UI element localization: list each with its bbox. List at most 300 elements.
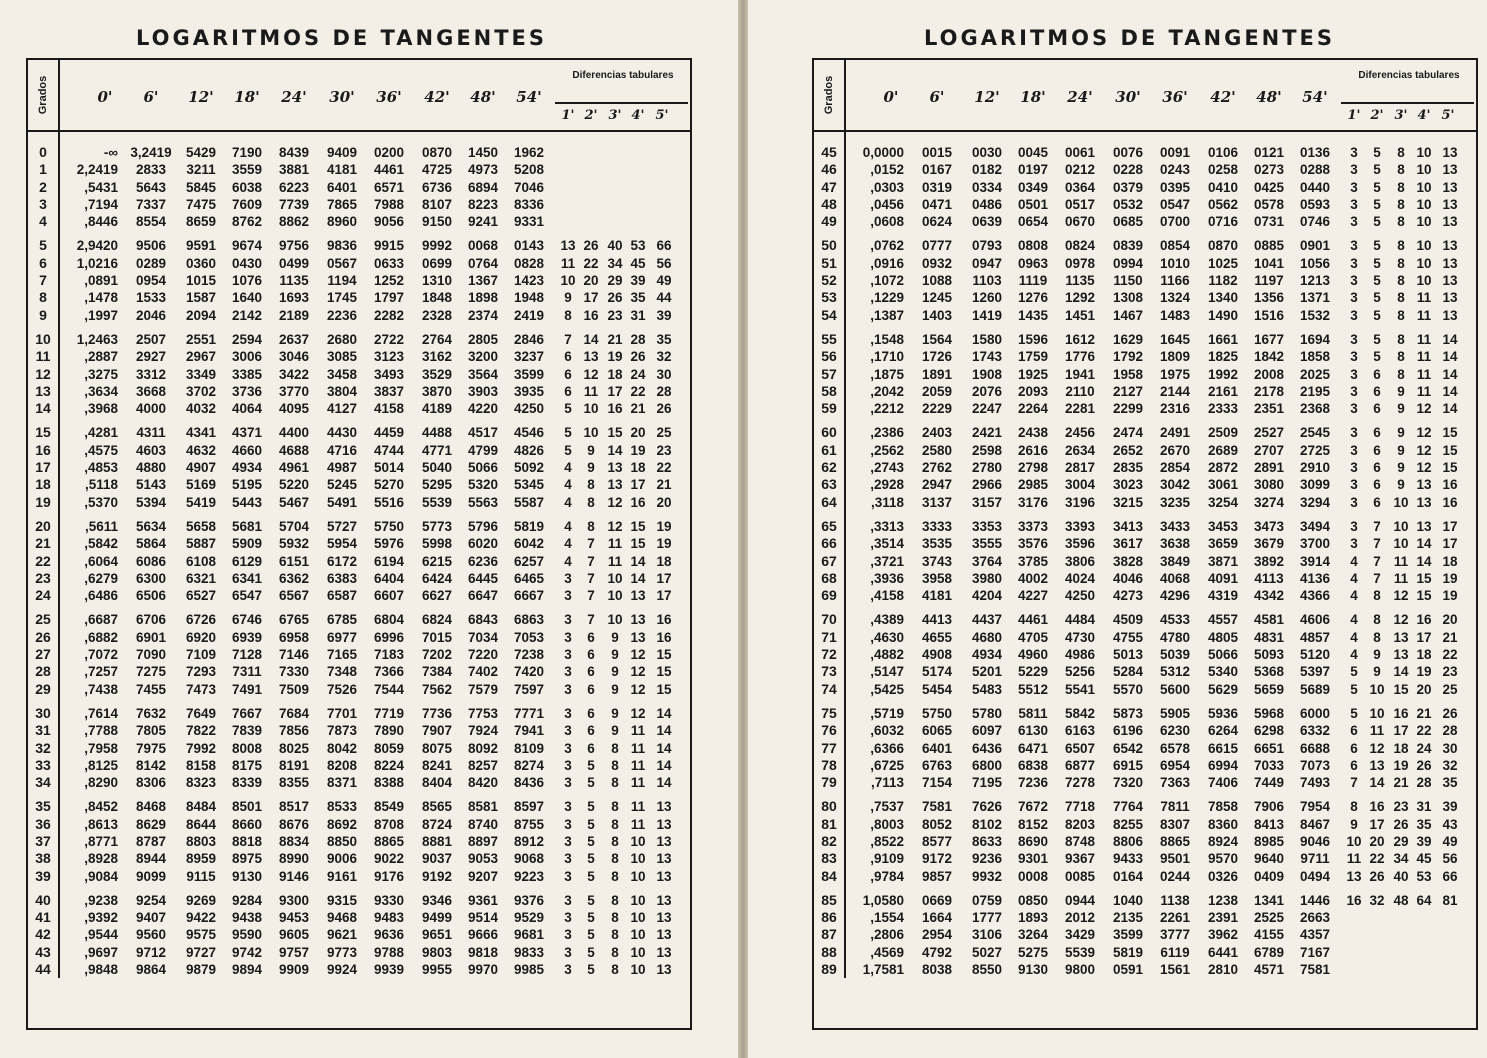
log-value-cell: 4934 [231, 460, 263, 476]
diff-value-cell: 26 [1416, 757, 1432, 773]
diff-value-cell: 12 [630, 681, 646, 697]
degree-cell: 63 [821, 476, 837, 493]
diff-value-cell: 44 [656, 290, 672, 306]
diff-value-cell: 20 [1442, 612, 1458, 628]
diff-value-cell: 9 [1397, 401, 1405, 417]
log-value-cell: 5780 [971, 705, 1003, 721]
table-row [814, 196, 1476, 213]
log-value-cell: 4987 [326, 460, 358, 476]
diff-value-cell: 7 [587, 570, 595, 586]
log-value-cell: 1371 [1299, 290, 1331, 306]
table-row [28, 196, 690, 213]
diff-value-cell: 6 [1350, 723, 1358, 739]
log-value-cell: 5320 [467, 477, 499, 493]
diff-value-cell: 3 [564, 723, 572, 739]
diff-value-cell: 14 [656, 723, 672, 739]
diff-value-cell: 20 [630, 425, 646, 441]
diff-value-cell: 5 [1373, 179, 1381, 195]
log-base-cell: ,5425 [870, 681, 904, 697]
log-value-cell: 1842 [1253, 349, 1285, 365]
table-row [28, 944, 690, 961]
diff-value-cell: 6 [587, 740, 595, 756]
diff-value-cell: 9 [587, 460, 595, 476]
diff-value-cell: 18 [630, 460, 646, 476]
log-value-cell: 1891 [921, 366, 953, 382]
log-value-cell: 1041 [1253, 255, 1285, 271]
diff-header: 5' [1441, 108, 1455, 123]
diff-value-cell: 32 [1442, 757, 1458, 773]
diff-value-cell: 8 [611, 927, 619, 943]
log-value-cell: 2872 [1207, 460, 1239, 476]
diff-value-cell: 13 [1442, 238, 1458, 254]
log-value-cell: 5750 [921, 705, 953, 721]
diff-value-cell: 5 [1350, 705, 1358, 721]
log-value-cell: 5905 [1159, 705, 1191, 721]
degree-cell: 10 [35, 330, 51, 347]
log-value-cell: 4430 [326, 425, 358, 441]
log-value-cell: 1310 [421, 273, 453, 289]
log-value-cell: 4155 [1253, 927, 1285, 943]
diff-value-cell: 5 [1373, 214, 1381, 230]
log-value-cell: 1792 [1112, 349, 1144, 365]
log-value-cell: 8158 [185, 757, 217, 773]
diff-value-cell: 21 [1416, 705, 1432, 721]
diff-value-cell: 22 [630, 383, 646, 399]
log-value-cell: 5092 [513, 460, 545, 476]
log-value-cell: 9207 [467, 868, 499, 884]
grados-label: Grados [37, 75, 49, 115]
diff-value-cell: 5 [587, 892, 595, 908]
diff-value-cell: 66 [656, 238, 672, 254]
diff-value-cell: 7 [1373, 518, 1381, 534]
log-value-cell: 7033 [1253, 757, 1285, 773]
diff-value-cell: 35 [1416, 816, 1432, 832]
log-value-cell: 8581 [467, 799, 499, 815]
diff-value-cell: 5 [564, 425, 572, 441]
log-value-cell: 4606 [1299, 612, 1331, 628]
degree-cell: 37 [35, 832, 51, 849]
diff-value-cell: 26 [630, 349, 646, 365]
log-value-cell: 3137 [921, 494, 953, 510]
log-value-cell: 1076 [231, 273, 263, 289]
log-value-cell: 7858 [1207, 799, 1239, 815]
log-value-cell: 7975 [135, 740, 167, 756]
log-value-cell: 4371 [231, 425, 263, 441]
log-value-cell: 4311 [136, 425, 166, 441]
log-value-cell: 7195 [971, 775, 1003, 791]
diff-value-cell: 3 [564, 629, 572, 645]
diff-value-cell: 32 [1369, 892, 1385, 908]
diff-value-cell: 34 [607, 255, 623, 271]
log-value-cell: 4744 [373, 442, 405, 458]
log-value-cell: 2805 [467, 331, 499, 347]
table-row [814, 383, 1476, 400]
log-value-cell: 8787 [135, 833, 167, 849]
log-value-cell: 2142 [231, 307, 263, 323]
log-value-cell: 0716 [1207, 214, 1239, 230]
diff-value-cell: 16 [1393, 705, 1409, 721]
log-value-cell: 0409 [1253, 868, 1285, 884]
log-value-cell: 4342 [1253, 588, 1285, 604]
log-value-cell: 7015 [421, 629, 453, 645]
log-value-cell: 1490 [1207, 307, 1239, 323]
degree-cell: 26 [35, 628, 51, 645]
diff-value-cell: 43 [1442, 816, 1458, 832]
log-base-cell: ,1229 [870, 290, 904, 306]
degree-cell: 44 [35, 961, 51, 978]
log-value-cell: 3849 [1159, 553, 1191, 569]
log-value-cell: 0839 [1112, 238, 1144, 254]
diff-value-cell: 3 [1350, 273, 1358, 289]
log-value-cell: 6383 [326, 570, 358, 586]
log-value-cell: 0593 [1299, 196, 1331, 212]
diff-value-cell: 22 [656, 460, 672, 476]
log-value-cell: 7597 [513, 681, 545, 697]
diff-value-cell: 11 [1416, 383, 1432, 399]
log-value-cell: 6915 [1112, 757, 1144, 773]
log-value-cell: 3473 [1253, 518, 1285, 534]
diff-value-cell: 3 [564, 868, 572, 884]
log-value-cell: 8533 [326, 799, 358, 815]
degree-cell: 11 [35, 348, 51, 365]
diff-value-cell: 10 [630, 910, 646, 926]
degree-cell: 4 [39, 213, 47, 230]
log-value-cell: 7988 [373, 196, 405, 212]
log-value-cell: 9894 [231, 962, 263, 978]
degree-cell: 28 [35, 663, 51, 680]
log-value-cell: 6726 [185, 612, 217, 628]
log-value-cell: 5512 [1017, 681, 1049, 697]
log-value-cell: 5174 [921, 664, 953, 680]
diff-value-cell: 13 [1442, 273, 1458, 289]
log-value-cell: 4509 [1112, 612, 1144, 628]
diff-value-cell: 14 [630, 570, 646, 586]
log-value-cell: 4413 [921, 612, 953, 628]
log-value-cell: 6465 [513, 570, 545, 586]
log-value-cell: 8075 [421, 740, 453, 756]
diff-value-cell: 8 [611, 833, 619, 849]
minute-header: 6' [929, 88, 945, 106]
log-value-cell: 4136 [1299, 570, 1331, 586]
diff-value-cell: 13 [1393, 629, 1409, 645]
log-value-cell: 7579 [467, 681, 499, 697]
diff-value-cell: 17 [630, 477, 646, 493]
minute-header: 12' [188, 88, 214, 106]
log-value-cell: 8850 [326, 833, 358, 849]
log-value-cell: 0639 [971, 214, 1003, 230]
log-value-cell: 7183 [373, 647, 405, 663]
diff-value-cell: 9 [587, 442, 595, 458]
diff-value-cell: 3 [1350, 494, 1358, 510]
log-value-cell: 3046 [278, 349, 310, 365]
log-value-cell: 9223 [513, 868, 545, 884]
log-value-cell: 2817 [1064, 460, 1096, 476]
log-value-cell: 4437 [971, 612, 1003, 628]
log-value-cell: 6020 [467, 536, 499, 552]
diff-value-cell: 10 [1416, 214, 1432, 230]
diff-value-cell: 8 [1397, 273, 1405, 289]
log-base-cell: ,9544 [84, 927, 118, 943]
log-value-cell: 9376 [513, 892, 545, 908]
diff-value-cell: 11 [630, 740, 646, 756]
degree-cell: 22 [35, 552, 51, 569]
diff-value-cell: 9 [564, 290, 572, 306]
diff-value-cell: 13 [656, 962, 672, 978]
degree-cell: 16 [35, 441, 51, 458]
diff-value-cell: 14 [1416, 553, 1432, 569]
log-value-cell: 0808 [1017, 238, 1049, 254]
log-value-cell: 1948 [513, 290, 545, 306]
log-value-cell: 9640 [1253, 851, 1285, 867]
log-value-cell: 5634 [135, 518, 167, 534]
table-row [28, 798, 690, 815]
log-base-cell: ,9848 [84, 962, 118, 978]
log-value-cell: 6667 [513, 588, 545, 604]
log-value-cell: 4680 [971, 629, 1003, 645]
diff-value-cell: 6 [1373, 460, 1381, 476]
log-value-cell: 0319 [921, 179, 953, 195]
table-row [28, 331, 690, 348]
diff-value-cell: 14 [1442, 366, 1458, 382]
log-value-cell: 3935 [513, 383, 545, 399]
table-row [814, 442, 1476, 459]
diff-value-cell: 3 [1350, 349, 1358, 365]
log-value-cell: 9068 [513, 851, 545, 867]
log-table [26, 58, 692, 1030]
diff-value-cell: 16 [1442, 494, 1458, 510]
log-value-cell: 7865 [326, 196, 358, 212]
log-value-cell: 3828 [1112, 553, 1144, 569]
log-value-cell: 9254 [135, 892, 167, 908]
diff-value-cell: 13 [560, 238, 576, 254]
diff-value-cell: 14 [1442, 331, 1458, 347]
log-value-cell: 0425 [1253, 179, 1285, 195]
log-value-cell: 8724 [421, 816, 453, 832]
diff-value-cell: 13 [656, 892, 672, 908]
log-value-cell: 7626 [971, 799, 1003, 815]
log-value-cell: 3458 [326, 366, 358, 382]
diff-value-cell: 17 [1416, 629, 1432, 645]
diff-value-cell: 21 [1442, 629, 1458, 645]
log-value-cell: 7073 [1299, 757, 1331, 773]
log-value-cell: 6607 [373, 588, 405, 604]
log-value-cell: 6506 [135, 588, 167, 604]
log-base-cell: ,5431 [84, 179, 118, 195]
log-base-cell: 0,0000 [862, 145, 904, 160]
log-value-cell: 9056 [373, 214, 405, 230]
table-row [28, 611, 690, 628]
log-value-cell: 7278 [1064, 775, 1096, 791]
table-row [814, 424, 1476, 441]
minute-header: 42' [1210, 88, 1236, 106]
log-base-cell: ,6687 [84, 612, 118, 628]
log-value-cell: 2229 [921, 401, 953, 417]
table-row [28, 681, 690, 698]
log-value-cell: 6108 [185, 553, 217, 569]
log-value-cell: 7719 [373, 705, 405, 721]
log-value-cell: 4571 [1253, 962, 1285, 978]
table-row [28, 774, 690, 791]
log-value-cell: 2762 [921, 460, 953, 476]
log-value-cell: 5195 [231, 477, 263, 493]
log-value-cell: 5842 [1064, 705, 1096, 721]
log-value-cell: 6000 [1299, 705, 1331, 721]
diff-value-cell: 19 [1416, 664, 1432, 680]
log-value-cell: 7856 [278, 723, 310, 739]
diff-value-cell: 5 [564, 401, 572, 417]
log-value-cell: 8257 [467, 757, 499, 773]
log-value-cell: 8467 [1299, 816, 1331, 832]
log-value-cell: 4400 [278, 425, 310, 441]
diff-value-cell: 26 [607, 290, 623, 306]
diff-value-cell: 8 [611, 944, 619, 960]
table-header [814, 60, 1476, 132]
diff-value-cell: 25 [1442, 681, 1458, 697]
log-value-cell: 3958 [921, 570, 953, 586]
degree-cell: 12 [35, 365, 51, 382]
log-value-cell: 2474 [1112, 425, 1144, 441]
log-base-cell: ,4853 [84, 460, 118, 476]
minute-header: 0' [883, 88, 899, 106]
minute-header: 48' [470, 88, 496, 106]
log-value-cell: 2025 [1299, 366, 1331, 382]
log-value-cell: 7190 [231, 145, 263, 160]
log-value-cell: 7330 [278, 664, 310, 680]
log-base-cell: ,6882 [84, 629, 118, 645]
log-value-cell: 9433 [1112, 851, 1144, 867]
diff-value-cell: 8 [1373, 629, 1381, 645]
diff-value-cell: 5 [587, 851, 595, 867]
diff-value-cell: 6 [1373, 442, 1381, 458]
diff-value-cell: 19 [656, 518, 672, 534]
log-value-cell: 0228 [1112, 162, 1144, 178]
log-value-cell: 3162 [421, 349, 453, 365]
log-value-cell: 5419 [185, 494, 217, 510]
degree-cell: 71 [821, 628, 837, 645]
log-value-cell: 6746 [231, 612, 263, 628]
log-value-cell: 9773 [326, 944, 358, 960]
log-value-cell: 7128 [231, 647, 263, 663]
diff-value-cell: 3 [564, 833, 572, 849]
log-value-cell: 8806 [1112, 833, 1144, 849]
log-value-cell: 3617 [1112, 536, 1144, 552]
log-value-cell: 6578 [1159, 740, 1191, 756]
log-value-cell: 7202 [421, 647, 453, 663]
diff-value-cell: 13 [1442, 214, 1458, 230]
log-value-cell: 9099 [135, 868, 167, 884]
diff-value-cell: 12 [630, 647, 646, 663]
log-value-cell: 0591 [1112, 962, 1144, 978]
log-value-cell: 0008 [1017, 868, 1049, 884]
log-value-cell: 8708 [373, 816, 405, 832]
log-value-cell: 3235 [1159, 494, 1191, 510]
log-value-cell: 9591 [185, 238, 217, 254]
log-value-cell: 8549 [373, 799, 405, 815]
diff-value-cell: 9 [1397, 442, 1405, 458]
log-value-cell: 5932 [278, 536, 310, 552]
grados-label: Grados [823, 75, 835, 115]
diff-value-cell: 11 [630, 757, 646, 773]
log-base-cell: ,0303 [870, 179, 904, 195]
log-value-cell: 4204 [971, 588, 1003, 604]
log-value-cell: 1015 [185, 273, 217, 289]
log-value-cell: 2798 [1017, 460, 1049, 476]
diff-value-cell: 5 [1350, 681, 1358, 697]
diff-header: 4' [631, 108, 645, 123]
diff-value-cell: 18 [1416, 647, 1432, 663]
diff-value-cell: 3 [564, 892, 572, 908]
diff-value-cell: 5 [587, 833, 595, 849]
log-value-cell: 8865 [1159, 833, 1191, 849]
log-value-cell: 3743 [921, 553, 953, 569]
diff-value-cell: 16 [656, 612, 672, 628]
log-value-cell: 0954 [135, 273, 167, 289]
log-value-cell: 3806 [1064, 553, 1096, 569]
log-value-cell: 9803 [421, 944, 453, 960]
diff-value-cell: 5 [1373, 331, 1381, 347]
grados-header [814, 60, 846, 130]
log-value-cell: 1925 [1017, 366, 1049, 382]
log-value-cell: 6507 [1064, 740, 1096, 756]
log-value-cell: 0870 [1207, 238, 1239, 254]
log-value-cell: 8142 [135, 757, 167, 773]
log-value-cell: 0136 [1299, 145, 1331, 160]
table-row [814, 757, 1476, 774]
log-value-cell: 4250 [513, 401, 545, 417]
log-value-cell: 6843 [467, 612, 499, 628]
diff-value-cell: 4 [1350, 570, 1358, 586]
degree-cell: 34 [35, 774, 51, 791]
log-base-cell: ,0891 [84, 273, 118, 289]
log-value-cell: 8501 [231, 799, 263, 815]
log-value-cell: 2680 [326, 331, 358, 347]
table-row [28, 909, 690, 926]
log-value-cell: 2127 [1112, 383, 1144, 399]
log-value-cell: 0517 [1064, 196, 1096, 212]
log-base-cell: ,8446 [84, 214, 118, 230]
log-base-cell: ,1548 [870, 331, 904, 347]
log-value-cell: 4484 [1064, 612, 1096, 628]
log-value-cell: 3764 [971, 553, 1003, 569]
diff-value-cell: 28 [656, 383, 672, 399]
log-value-cell: 2525 [1253, 910, 1285, 926]
degree-cell: 53 [821, 289, 837, 306]
log-value-cell: 0793 [971, 238, 1003, 254]
log-value-cell: 0824 [1064, 238, 1096, 254]
log-value-cell: 3980 [971, 570, 1003, 586]
log-base-cell: ,6032 [870, 723, 904, 739]
diff-value-cell: 6 [587, 705, 595, 721]
log-value-cell: 7907 [421, 723, 453, 739]
log-value-cell: 8924 [1207, 833, 1239, 849]
log-base-cell: ,0608 [870, 214, 904, 230]
log-value-cell: 1825 [1207, 349, 1239, 365]
log-value-cell: 5976 [373, 536, 405, 552]
log-value-cell: 9636 [373, 927, 405, 943]
log-value-cell: 2725 [1299, 442, 1331, 458]
log-value-cell: 3433 [1159, 518, 1191, 534]
log-base-cell: ,7788 [84, 723, 118, 739]
diff-header: 2' [1370, 108, 1384, 123]
diff-value-cell: 19 [630, 442, 646, 458]
degree-cell: 18 [35, 476, 51, 493]
diff-value-cell: 56 [1442, 851, 1458, 867]
diff-value-cell: 4 [1350, 612, 1358, 628]
log-value-cell: 7632 [135, 705, 167, 721]
degree-cell: 20 [35, 517, 51, 534]
log-value-cell: 6321 [185, 570, 217, 586]
log-value-cell: 7236 [1017, 775, 1049, 791]
